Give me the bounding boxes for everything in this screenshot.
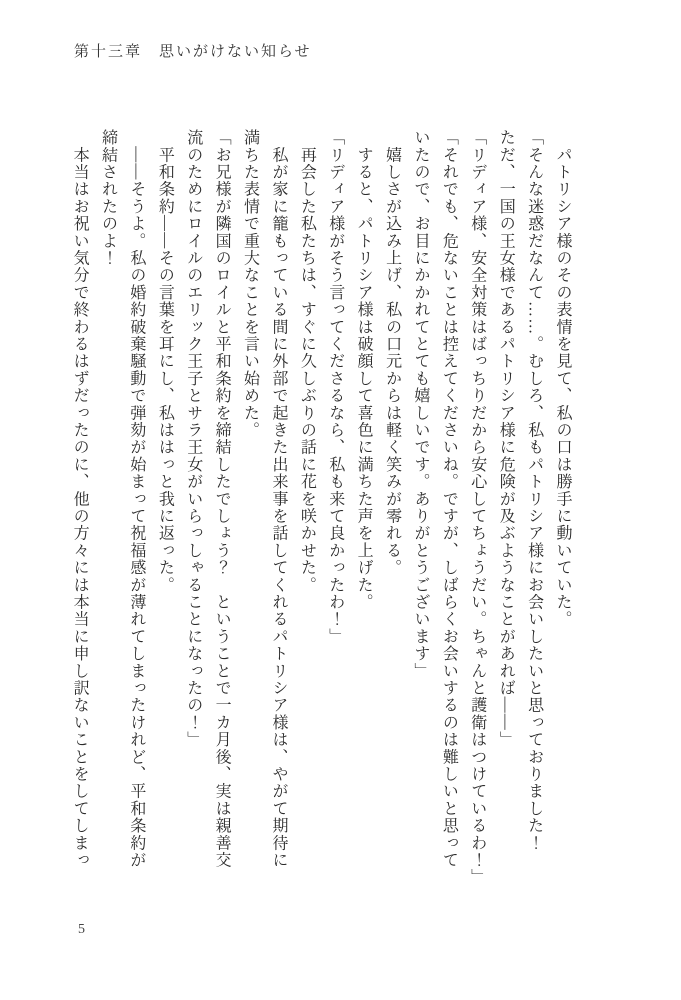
text-column: 「お兄様が隣国のロイルと平和条約を締結したでしょう？ ということで一カ月後、実は親善交 [213, 129, 231, 869]
text-column: すると、パトリシア様は破顔して喜色に満ちた声を上げた。 [355, 129, 373, 611]
text-column: 平和条約――その言葉を耳にし、私ははっと我に返った。 [156, 129, 174, 594]
body-text-block [64, 129, 576, 891]
text-column: 流のためにロイルのエリック王子とサラ王女がいらっしゃることになったの！」 [184, 129, 202, 749]
text-column: 「そんな迷惑だなんて……。むしろ、私もパトリシア様にお会いしたいと思っておりました！ [525, 129, 543, 852]
text-column: パトリシア様のその表情を見て、私の口は勝手に動いていた。 [554, 129, 571, 628]
page-number: 5 [78, 922, 85, 937]
text-column: 本当はお祝い気分で終わるはずだったのに、他の方々には本当に申し訳ないことをしてしまっ [71, 129, 89, 869]
text-column: ――そうよ。私の婚約破棄騒動で弾劾が始まって祝福感が薄れてしまったけれど、平和条約が [127, 129, 145, 869]
text-column: ただ、一国の王女様であるパトリシア様に危険が及ぶようなことがあれば――」 [497, 129, 515, 749]
text-column: いたので、お目にかかれてとても嬉しいです。ありがとうございます」 [411, 129, 429, 680]
text-column: 私が家に籠もっている間に外部で起きた出来事を話してくれるパトリシア様は、やがて期待に [269, 129, 287, 869]
text-column: 再会した私たちは、すぐに久しぶりの話に花を咲かせた。 [298, 129, 316, 594]
text-column: 「リディア様がそう言ってくださるなら、私も来て良かったわ！」 [326, 129, 344, 645]
chapter-heading: 第十三章 思いがけない知らせ [74, 44, 312, 60]
text-column: 嬉しさが込み上げ、私の口元からは軽く笑みが零れる。 [383, 129, 401, 577]
text-column: 締結されたのよ！ [99, 129, 117, 267]
text-column: 満ちた表情で重大なことを言い始めた。 [241, 129, 259, 439]
text-column: 「リディア様、安全対策はばっちりだから安心してちょうだい。ちゃんと護衛はつけているわ！」 [468, 129, 486, 886]
text-column: 「それでも、危ないことは控えてくださいね。ですが、しばらくお会いするのは難しいと思って [440, 129, 458, 869]
